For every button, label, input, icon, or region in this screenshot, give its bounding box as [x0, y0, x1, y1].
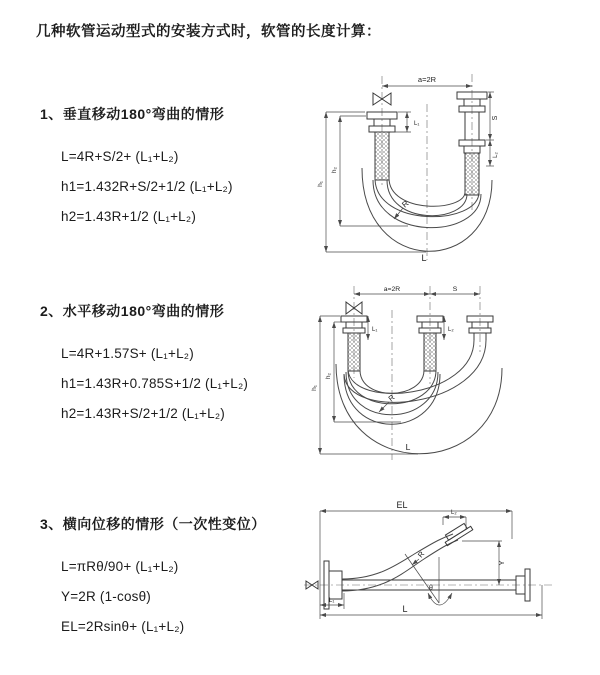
dim-label-r: R	[400, 198, 411, 210]
dim-label-y: Y	[497, 560, 506, 566]
dim-label-s: S	[452, 286, 458, 293]
section-1-heading: 1、垂直移动180°弯曲的情形	[40, 106, 225, 122]
diagram-lateral-displacement	[302, 497, 598, 649]
dim-a2r	[354, 286, 430, 294]
section-3-heading: 3、横向位移的情形（一次性变位）	[40, 516, 266, 532]
dim-label-a2r: a=2R	[383, 286, 401, 293]
dim-label-l1: L₁	[414, 121, 420, 127]
diagram-3-svg	[302, 497, 598, 649]
formula-line: h2=1.43R+S/2+1/2 (L₁+L₂)	[61, 406, 225, 421]
formula-line: L=4R+S/2+ (L₁+L₂)	[61, 149, 179, 164]
formula-line: Y=2R (1-cosθ)	[61, 589, 152, 604]
formula-line: EL=2Rsinθ+ (L₁+L₂)	[61, 619, 185, 634]
dim-el	[320, 500, 512, 619]
dim-label-l-bottom: L	[421, 253, 427, 263]
dim-s	[430, 286, 480, 294]
dim-label-l1: L₁	[372, 327, 378, 333]
hose-s-curve	[342, 534, 458, 591]
dim-label-h2: h₂	[331, 166, 338, 174]
section-vertical-movement	[40, 104, 233, 224]
dim-label-l-bottom: L	[405, 442, 411, 452]
dim-a2r	[382, 75, 472, 86]
dim-label-l2: L₂	[493, 152, 499, 158]
diagram-horizontal-180-bend	[306, 282, 598, 464]
dim-h1	[317, 112, 426, 252]
formula-line: L=πRθ/90+ (L₁+L₂)	[61, 559, 179, 574]
dim-label-el: EL	[396, 500, 408, 510]
formula-line: L=4R+1.57S+ (L₁+L₂)	[61, 346, 194, 361]
diagram-vertical-180-bend	[310, 70, 592, 264]
dim-label-a2r: a=2R	[417, 75, 437, 84]
dim-l2	[444, 316, 454, 340]
diagram-2-svg	[306, 282, 598, 464]
formula-line: h1=1.43R+0.785S+1/2 (L₁+L₂)	[61, 376, 249, 391]
top-flange	[442, 521, 473, 545]
dim-label-theta: θ	[429, 585, 433, 592]
dim-label-h1: h₁	[311, 385, 318, 391]
dim-label-h2: h₂	[325, 372, 332, 380]
diagram-1-svg	[310, 70, 592, 264]
section-horizontal-movement	[40, 301, 248, 421]
dim-label-l2: L₂	[451, 510, 457, 516]
dim-label-s: S	[492, 115, 499, 121]
hose-u-curves	[336, 340, 502, 454]
left-pipe-flange	[367, 112, 397, 180]
formula-line: h1=1.432R+S/2+1/2 (L₁+L₂)	[61, 179, 233, 194]
section-2-heading: 2、水平移动180°弯曲的情形	[40, 303, 225, 319]
dim-y	[462, 541, 506, 585]
dim-l2	[486, 140, 499, 166]
dim-label-r: R	[415, 549, 427, 560]
dim-label-l-bottom: L	[402, 604, 408, 614]
dim-label-l1: L₁	[329, 598, 335, 604]
dim-s	[486, 92, 499, 140]
section-lateral-displacement	[40, 514, 266, 634]
dim-label-r: R	[386, 392, 397, 404]
centerlines	[354, 286, 480, 460]
page-title: 几种软管运动型式的安装方式时，软管的长度计算：	[36, 24, 381, 40]
formula-line: h2=1.43R+1/2 (L₁+L₂)	[61, 209, 197, 224]
dim-l2	[443, 510, 466, 529]
dim-label-l2: L₂	[448, 327, 454, 333]
dim-label-h1: h₁	[317, 181, 324, 187]
dim-l1	[368, 316, 377, 340]
centerlines	[382, 74, 472, 260]
